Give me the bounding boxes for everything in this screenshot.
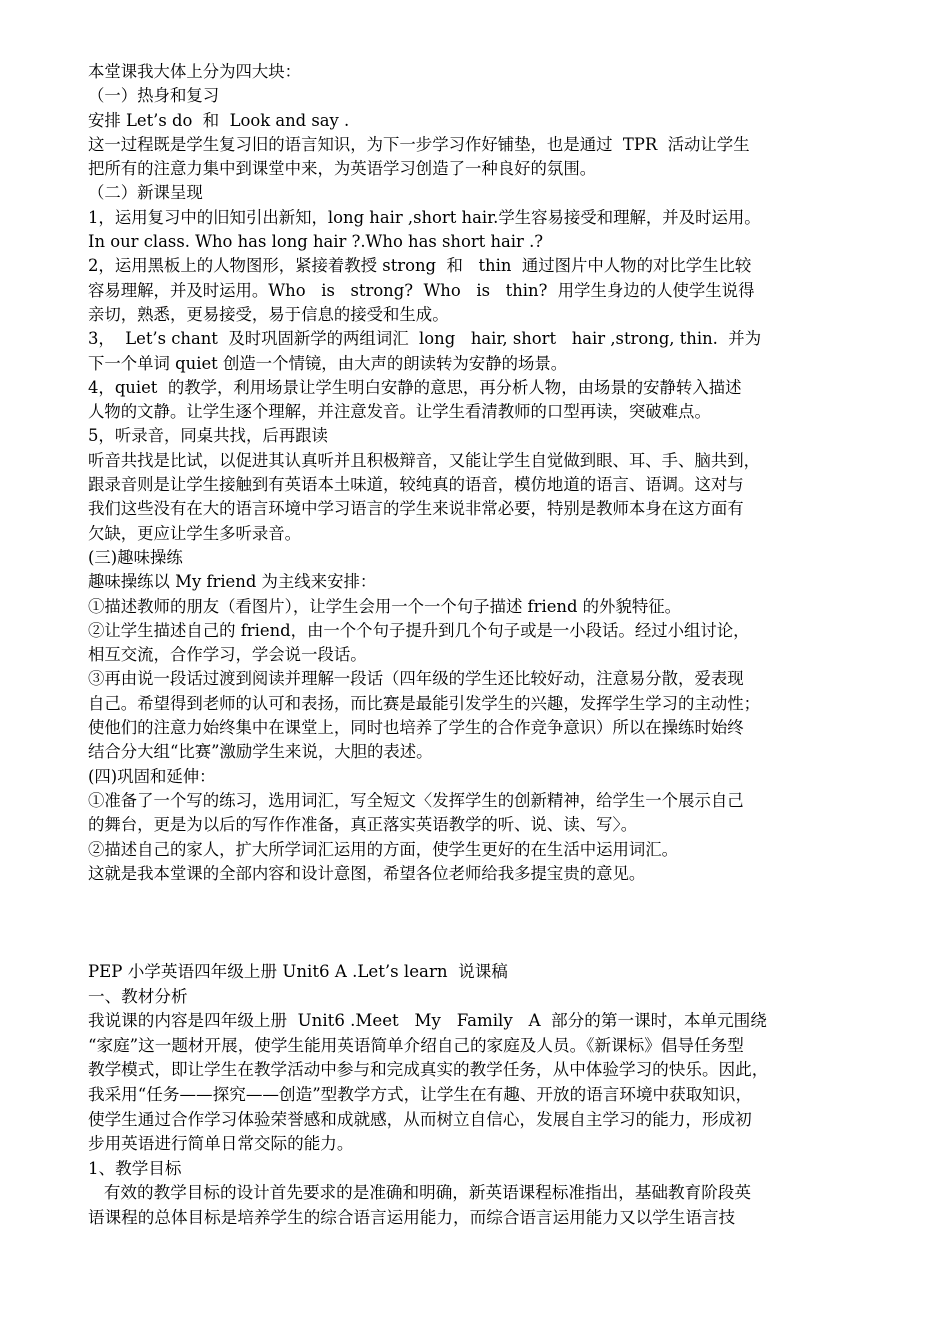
text-line: 相互交流，合作学习，学会说一段话。 [88, 645, 367, 665]
section-unit6-lecture [88, 960, 852, 1231]
section-gap [88, 886, 852, 960]
text-line: 有效的教学目标的设计首先要求的是准确和明确，新英语课程标准指出，基础教育阶段英 [88, 1183, 751, 1203]
text-line: ①准备了一个写的练习，选用词汇，写全短文〈发挥学生的创新精神，给学生一个展示自己 [88, 790, 744, 810]
text-line: ②让学生描述自己的 friend，由一个个句子提升到几个句子或是一小段话。经过小组讨论， [88, 620, 750, 640]
document-page [88, 60, 852, 1231]
text-line: 语课程的总体目标是培养学生的综合语言运用能力，而综合语言运用能力又以学生语言技 [88, 1208, 736, 1228]
text-line: ③再由说一段话过渡到阅读并理解一段话（四年级的学生还比较好动，注意易分散，爱表现 [88, 669, 744, 689]
text-line: 使他们的注意力始终集中在课堂上，同时也培养了学生的合作竞争意识）所以在操练时始终 [88, 718, 744, 738]
section-lesson-stages [88, 60, 852, 886]
text-line: 的舞台，更是为以后的写作作准备，真正落实英语教学的听、说、读、写〉。 [88, 815, 638, 835]
text-line: 我们这些没有在大的语言环境中学习语言的学生来说非常必要，特别是教师本身在这方面有 [88, 499, 744, 519]
text-line: 4，quiet 的教学，利用场景让学生明白安静的意思，再分析人物，由场景的安静转入描述 [88, 377, 742, 397]
text-line: ②描述自己的家人，扩大所学词汇运用的方面，使学生更好的在生活中运用词汇。 [88, 839, 679, 859]
text-line: 欠缺，更应让学生多听录音。 [88, 523, 302, 543]
text-line: 人物的文静。让学生逐个理解，并注意发音。让学生看清教师的口型再读，突破难点。 [88, 402, 711, 422]
text-line: 我采用“任务——探究——创造”型教学方式，让学生在有趣、开放的语言环境中获取知识， [88, 1085, 753, 1105]
text-line: 自己。希望得到老师的认可和表扬，而比赛是最能引发学生的兴趣，发挥学生学习的主动性； [88, 693, 761, 713]
text-line: 结合分大组“比赛”激励学生来说，大胆的表述。 [88, 742, 433, 762]
text-line: 一、教材分析 [88, 986, 188, 1006]
text-line: 2，运用黑板上的人物图形，紧接着教授 strong 和 thin 通过图片中人物的对比学生比较 [88, 256, 752, 276]
text-line: In our class. Who has long hair ?.Who has short hair .? [88, 232, 544, 252]
text-line: 亲切，熟悉，更易接受，易于信息的接受和生成。 [88, 304, 449, 324]
text-line: 容易理解，并及时运用。Who is strong? Who is thin? 用学生身边的人使学生说得 [88, 280, 755, 300]
text-line: 听音共找是比试，以促进其认真听并且积极辩音，又能让学生自觉做到眼、耳、手、脑共到， [88, 450, 761, 470]
text-line: （二）新课呈现 [88, 183, 203, 203]
text-line: 这一过程既是学生复习旧的语言知识，为下一步学习作好铺垫，也是通过 TPR 活动让学生 [88, 134, 750, 154]
text-line: 把所有的注意力集中到课堂中来，为英语学习创造了一种良好的氛围。 [88, 159, 597, 179]
text-line: “家庭”这一题材开展，使学生能用英语简单介绍自己的家庭及人员。《新课标》倡导任务型 [88, 1035, 744, 1055]
text-line: 教学模式，即让学生在教学活动中参与和完成真实的教学任务，从中体验学习的快乐。因此， [88, 1060, 769, 1080]
text-line: 3， Let’s chant 及时巩固新学的两组词汇 long hair, short hair ,strong, thin. 并为 [88, 329, 762, 349]
text-line: 趣味操练以 My friend 为主线来安排： [88, 572, 377, 592]
text-line: 我说课的内容是四年级上册 Unit6 .Meet My Family A 部分的第一课时，本单元围绕 [88, 1011, 767, 1031]
text-line: 跟录音则是让学生接触到有英语本土味道，较纯真的语音，模仿地道的语言、语调。这对与 [88, 475, 744, 495]
text-line: 安排 Let’s do 和 Look and say . [88, 110, 350, 130]
text-line: 这就是我本堂课的全部内容和设计意图，希望各位老师给我多提宝贵的意见。 [88, 863, 646, 883]
text-line: 1，运用复习中的旧知引出新知，long hair ,short hair.学生容易接受和理解，并及时运用。 [88, 207, 761, 227]
text-line: ①描述教师的朋友（看图片），让学生会用一个一个句子描述 friend 的外貌特征。 [88, 596, 682, 616]
text-line: 1、教学目标 [88, 1158, 182, 1178]
text-line: PEP 小学英语四年级上册 Unit6 A .Let’s learn 说课稿 [88, 962, 508, 982]
text-line: 5，听录音，同桌共找，后再跟读 [88, 426, 328, 446]
text-line: 下一个单词 quiet 创造一个情镜，由大声的朗读转为安静的场景。 [88, 353, 568, 373]
text-line: (三)趣味操练 [88, 547, 183, 567]
text-line: 使学生通过合作学习体验荣誉感和成就感，从而树立自信心，发展自主学习的能力，形成初 [88, 1109, 752, 1129]
text-line: 本堂课我大体上分为四大块： [88, 62, 302, 81]
text-line: （一）热身和复习 [88, 86, 220, 106]
text-line: (四)巩固和延伸： [88, 766, 216, 786]
text-line: 步用英语进行简单日常交际的能力。 [88, 1134, 354, 1154]
